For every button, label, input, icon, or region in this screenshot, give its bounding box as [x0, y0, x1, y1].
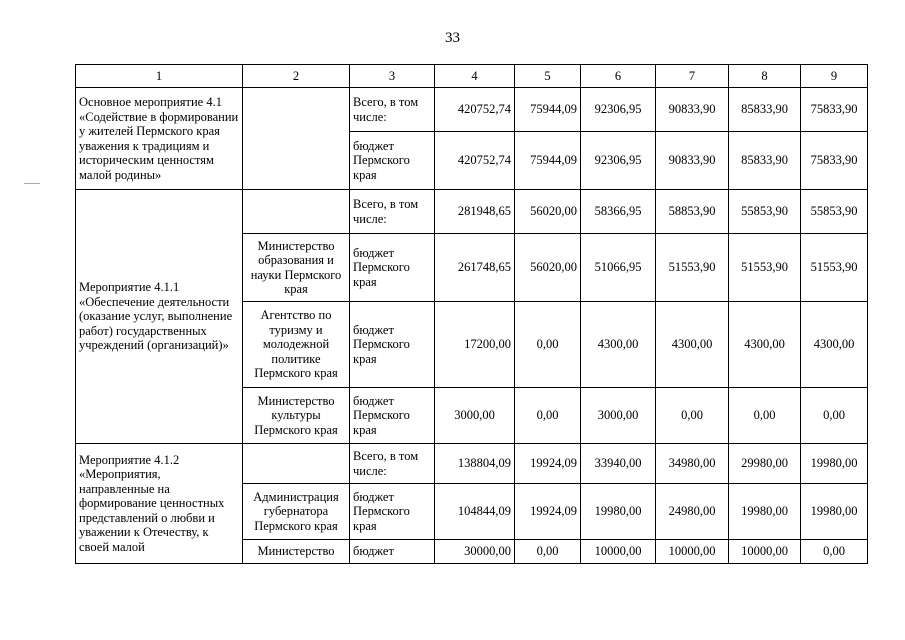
value-year: 19980,00	[801, 484, 868, 540]
value-year: 92306,95	[581, 88, 656, 132]
col-header: 2	[243, 65, 350, 88]
col-header: 4	[435, 65, 515, 88]
value-total: 104844,09	[435, 484, 515, 540]
col-header: 3	[350, 65, 435, 88]
value-year: 75833,90	[801, 132, 868, 190]
value-total: 138804,09	[435, 444, 515, 484]
value-year: 33940,00	[581, 444, 656, 484]
table-row	[76, 444, 868, 484]
value-year: 3000,00	[581, 388, 656, 444]
value-year: 19980,00	[801, 444, 868, 484]
page-number: 33	[445, 30, 460, 46]
funding-source: бюджет Пермского края	[350, 132, 435, 190]
value-total: 30000,00	[435, 540, 515, 564]
funding-source: бюджет Пермского края	[350, 234, 435, 302]
value-year: 58366,95	[581, 190, 656, 234]
executor: Министерство культуры Пермского края	[243, 388, 350, 444]
value-total: 420752,74	[435, 132, 515, 190]
funding-source: бюджет Пермского края	[350, 302, 435, 388]
value-year: 10000,00	[656, 540, 729, 564]
activity-name: Основное мероприятие 4.1 «Содействие в формировании у жителей Пермского края уважения к традициям и историческим ценностям малой родины»	[76, 88, 243, 190]
activity-name: Мероприятие 4.1.2 «Мероприятия, направленные на формирование ценностных представлений о любви и уважении к Отечеству, к своей малой	[76, 444, 243, 564]
value-total: 281948,65	[435, 190, 515, 234]
value-year: 34980,00	[656, 444, 729, 484]
value-year: 0,00	[801, 540, 868, 564]
value-year: 19924,09	[515, 444, 581, 484]
executor	[243, 444, 350, 484]
col-header: 7	[656, 65, 729, 88]
col-header: 1	[76, 65, 243, 88]
value-year: 4300,00	[581, 302, 656, 388]
value-year: 19980,00	[729, 484, 801, 540]
value-year: 51553,90	[729, 234, 801, 302]
executor	[243, 88, 350, 190]
executor: Администрация губернатора Пермского края	[243, 484, 350, 540]
value-year: 0,00	[729, 388, 801, 444]
value-year: 0,00	[515, 302, 581, 388]
value-year: 51553,90	[801, 234, 868, 302]
value-year: 90833,90	[656, 88, 729, 132]
funding-source: бюджет Пермского края	[350, 388, 435, 444]
value-year: 0,00	[515, 540, 581, 564]
value-year: 4300,00	[801, 302, 868, 388]
value-year: 4300,00	[656, 302, 729, 388]
value-year: 55853,90	[801, 190, 868, 234]
value-total: 17200,00	[435, 302, 515, 388]
col-header: 5	[515, 65, 581, 88]
value-year: 58853,90	[656, 190, 729, 234]
executor: Министерство	[243, 540, 350, 564]
value-year: 24980,00	[656, 484, 729, 540]
value-year: 0,00	[801, 388, 868, 444]
value-year: 51066,95	[581, 234, 656, 302]
value-year: 75944,09	[515, 132, 581, 190]
value-year: 92306,95	[581, 132, 656, 190]
value-year: 55853,90	[729, 190, 801, 234]
budget-table	[75, 64, 868, 564]
funding-source: Всего, в том числе:	[350, 190, 435, 234]
funding-source: Всего, в том числе:	[350, 444, 435, 484]
value-year: 4300,00	[729, 302, 801, 388]
value-year: 56020,00	[515, 234, 581, 302]
value-year: 51553,90	[656, 234, 729, 302]
value-year: 10000,00	[581, 540, 656, 564]
table-row	[76, 190, 868, 234]
value-year: 75944,09	[515, 88, 581, 132]
value-total: 420752,74	[435, 88, 515, 132]
table-row	[76, 88, 868, 132]
value-year: 10000,00	[729, 540, 801, 564]
value-year: 85833,90	[729, 88, 801, 132]
value-year: 19924,09	[515, 484, 581, 540]
funding-source: Всего, в том числе:	[350, 88, 435, 132]
header-row	[76, 65, 868, 88]
value-year: 85833,90	[729, 132, 801, 190]
value-year: 0,00	[656, 388, 729, 444]
col-header: 9	[801, 65, 868, 88]
value-year: 56020,00	[515, 190, 581, 234]
value-year: 0,00	[515, 388, 581, 444]
margin-mark	[24, 183, 40, 184]
value-year: 29980,00	[729, 444, 801, 484]
funding-source: бюджет	[350, 540, 435, 564]
value-year: 75833,90	[801, 88, 868, 132]
value-year: 90833,90	[656, 132, 729, 190]
value-total: 3000,00	[435, 388, 515, 444]
executor	[243, 190, 350, 234]
activity-name: Мероприятие 4.1.1 «Обеспечение деятельности (оказание услуг, выполнение работ) государственных учреждений (организаций)»	[76, 190, 243, 444]
col-header: 6	[581, 65, 656, 88]
value-year: 19980,00	[581, 484, 656, 540]
executor: Министерство образования и науки Пермского края	[243, 234, 350, 302]
executor: Агентство по туризму и молодежной политике Пермского края	[243, 302, 350, 388]
col-header: 8	[729, 65, 801, 88]
funding-source: бюджет Пермского края	[350, 484, 435, 540]
value-total: 261748,65	[435, 234, 515, 302]
